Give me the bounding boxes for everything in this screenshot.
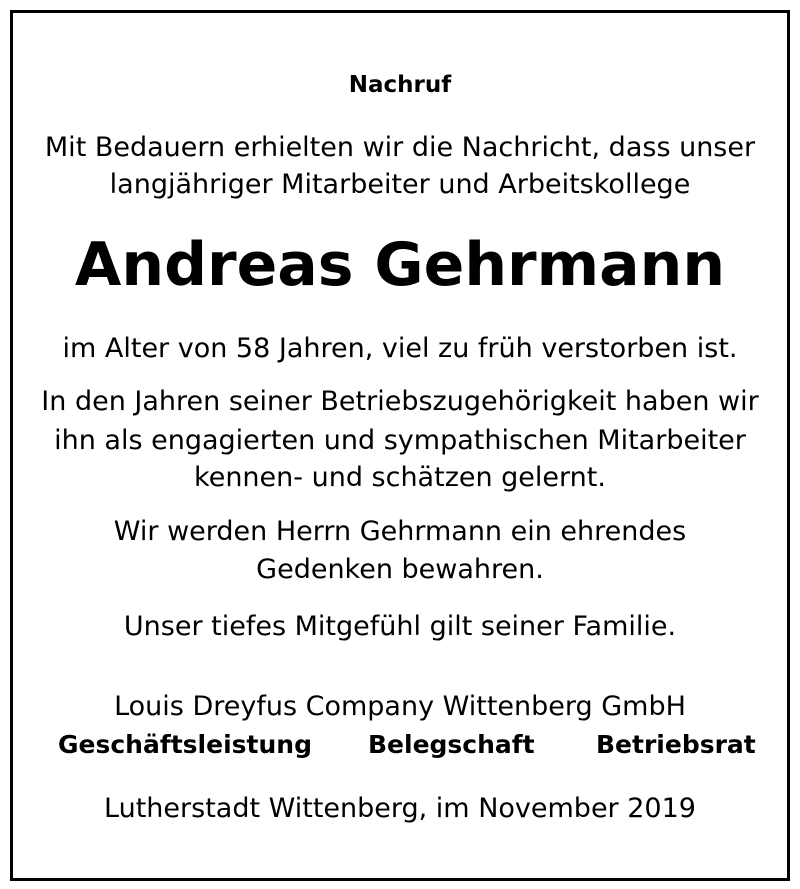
age-line: im Alter von 58 Jahren, viel zu früh verstorben ist. [62, 333, 738, 364]
sympathy-line: Unser tiefes Mitgefühl gilt seiner Familie. [123, 611, 677, 642]
signatory-staff: Belegschaft [368, 730, 535, 759]
signatories [0, 728, 800, 762]
company-name: Louis Dreyfus Company Wittenberg GmbH [114, 691, 686, 722]
tribute-line-3: kennen- und schätzen gelernt. [194, 462, 606, 493]
signatory-works-council: Betriebsrat [596, 730, 756, 759]
intro-line-2: langjähriger Mitarbeiter und Arbeitskollege [109, 169, 691, 200]
remembrance-line-2: Gedenken bewahren. [256, 554, 544, 585]
place-date: Lutherstadt Wittenberg, im November 2019 [104, 793, 696, 824]
remembrance-line-1: Wir werden Herrn Gehrmann ein ehrendes [113, 516, 687, 547]
signatory-management: Geschäftsleistung [58, 730, 312, 759]
tribute-line-1: In den Jahren seiner Betriebszugehörigkeit haben wir [41, 386, 759, 417]
notice-heading: Nachruf [348, 72, 452, 98]
deceased-name: Andreas Gehrmann [74, 230, 726, 300]
intro-line-1: Mit Bedauern erhielten wir die Nachricht, dass unser [44, 132, 756, 163]
tribute-line-2: ihn als engagierten und sympathischen Mitarbeiter [54, 425, 746, 456]
